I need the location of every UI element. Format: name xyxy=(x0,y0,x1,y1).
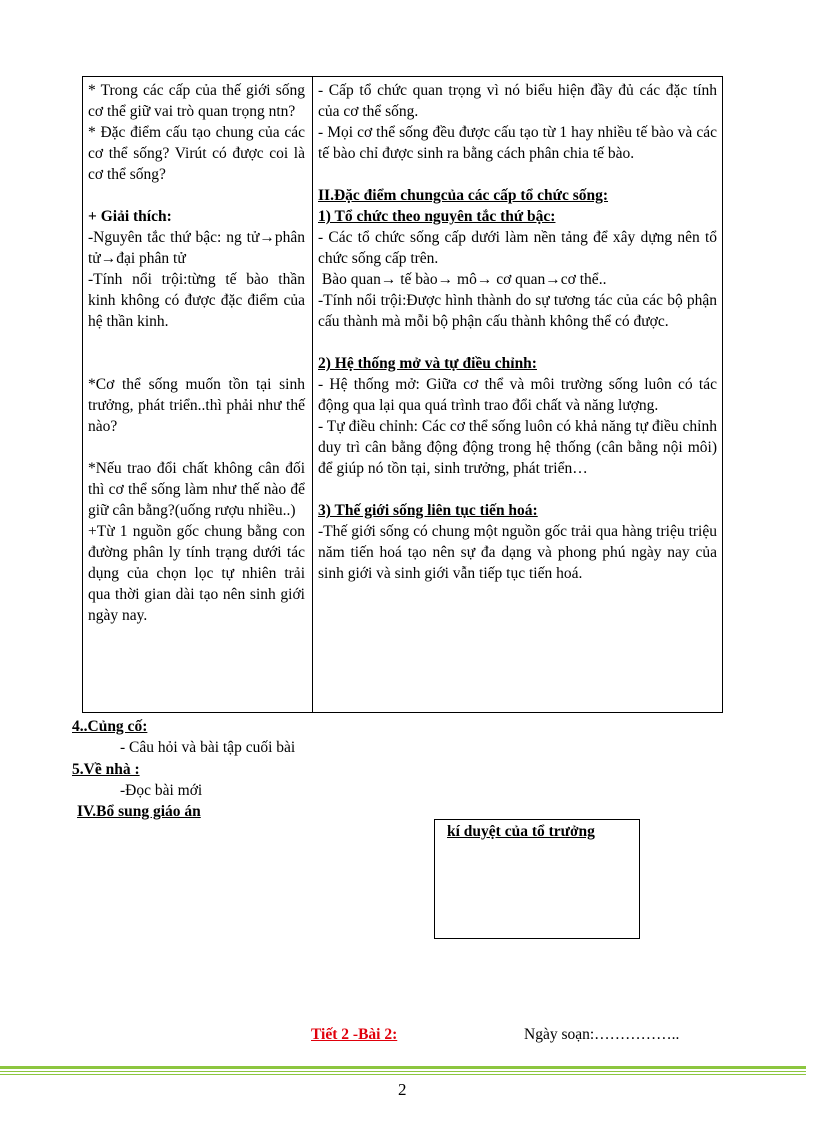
question-1: * Trong các cấp của thế giới sống cơ thể giữ vai trò quan trọng ntn? xyxy=(88,82,305,120)
heading-1: 1) Tổ chức theo nguyên tắc thứ bậc: xyxy=(318,208,556,225)
explain-heading: + Giải thích: xyxy=(88,208,172,225)
footer-rule-thin-2 xyxy=(0,1074,806,1075)
column-divider xyxy=(312,77,313,712)
explain-1: -Nguyên tắc thứ bậc: ng tử→phân tử→đại phân tử xyxy=(88,229,305,267)
lesson-table xyxy=(82,76,723,713)
cung-co-heading: 4..Củng cố: xyxy=(72,718,148,735)
answer-2: - Mọi cơ thể sống đều được cấu tạo từ 1 hay nhiều tế bào và các tế bào chỉ được sinh ra bằng cách phân chia tế bào. xyxy=(318,124,717,162)
approval-title: kí duyệt của tổ trưởng xyxy=(447,823,595,840)
lesson-label: Tiết 2 -Bài 2: xyxy=(311,1026,398,1043)
heading-2: 2) Hệ thống mở và tự điều chỉnh: xyxy=(318,355,537,372)
explain-2: -Tính nổi trội:từng tế bào thần kinh không có được đặc điểm của hệ thần kinh. xyxy=(88,271,305,330)
question-column xyxy=(88,80,305,626)
bo-sung-heading: IV.Bổ sung giáo án xyxy=(77,803,201,820)
answer-1: - Cấp tổ chức quan trọng vì nó biểu hiện đầy đủ các đặc tính của cơ thể sống. xyxy=(318,82,717,120)
answer-column xyxy=(318,80,717,584)
heading-3: 3) Thế giới sống liên tục tiến hoá: xyxy=(318,502,538,519)
approval-box xyxy=(434,819,640,939)
footer-rule-thick xyxy=(0,1066,806,1069)
heading-3-para-1: -Thế giới sống có chung một nguồn gốc trải qua hàng triệu triệu năm tiến hoá tạo nên sự đa dạng và phong phú ngày nay của sinh giới và sinh giới vẫn tiếp tục tiến hoá. xyxy=(318,523,717,582)
heading-1-para-3: -Tính nổi trội:Được hình thành do sự tương tác của các bộ phận cấu thành mà mỗi bộ phận cấu thành không thể có được. xyxy=(318,292,717,330)
ve-nha-item: -Đọc bài mới xyxy=(120,782,203,799)
prep-date: Ngày soạn:…………….. xyxy=(524,1026,680,1043)
question-5: +Từ 1 nguồn gốc chung bằng con đường phân ly tính trạng dưới tác dụng của chọn lọc tự nhiên trải qua thời gian dài tạo nên sinh giới ngày nay. xyxy=(88,523,305,624)
cung-co-item: - Câu hỏi và bài tập cuối bài xyxy=(120,739,296,756)
section-ii-heading: II.Đặc điểm chungcủa các cấp tổ chức sống: xyxy=(318,187,609,204)
heading-1-para-2: Bào quan→ tế bào→ mô→ cơ quan→cơ thể.. xyxy=(318,271,607,288)
heading-2-para-2: - Tự điều chỉnh: Các cơ thể sống luôn có khả năng tự điều chỉnh duy trì cân bằng động động trong hệ thống (cân bằng nội môi) để giúp nó tồn tại, sinh trưởng, phát triển… xyxy=(318,418,717,477)
question-4: *Nếu trao đổi chất không cân đối thì cơ thể sống làm như thế nào để giữ cân bằng?(uống rượu nhiều..) xyxy=(88,460,305,519)
ve-nha-heading: 5.Về nhà : xyxy=(72,761,140,778)
page-number: 2 xyxy=(398,1080,407,1099)
question-2: * Đặc điểm cấu tạo chung của các cơ thể sống? Virút có được coi là cơ thể sống? xyxy=(88,124,305,183)
question-3: *Cơ thể sống muốn tồn tại sinh trưởng, phát triển..thì phải như thế nào? xyxy=(88,376,305,435)
footer-rule-thin xyxy=(0,1071,806,1072)
heading-1-para-1: - Các tổ chức sống cấp dưới làm nền tảng để xây dựng nên tổ chức sống cấp trên. xyxy=(318,229,717,267)
heading-2-para-1: - Hệ thống mở: Giữa cơ thể và môi trường sống luôn có tác động qua lại qua quá trình trao đổi chất và năng lượng. xyxy=(318,376,717,414)
